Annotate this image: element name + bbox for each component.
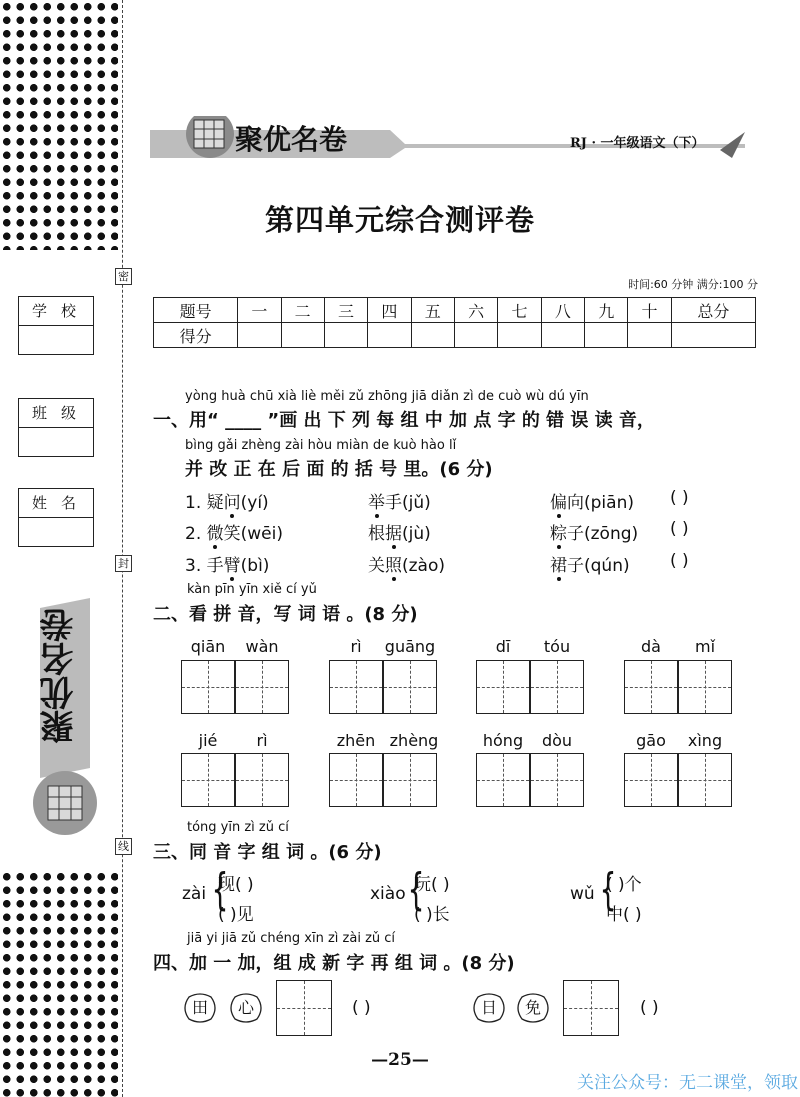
- score-blank[interactable]: [498, 323, 541, 348]
- side-brand-text: 聚优名卷: [40, 608, 80, 744]
- q1-dotted-char: 臂: [224, 551, 241, 576]
- q4-line: 四、加 一 加，组 成 新 字 再 组 词 。(8 分): [153, 953, 515, 974]
- q2-line: 二、看 拼 音，写 词 语 。(8 分): [153, 604, 418, 625]
- q2-pinyin-label: tóu: [543, 637, 571, 656]
- q1-dotted-char: 照: [385, 551, 402, 576]
- q2-pinyin-label: dà: [641, 637, 661, 656]
- q2-writing-box[interactable]: [476, 753, 530, 807]
- score-blank[interactable]: [585, 323, 628, 348]
- q1-dotted-char: 偏: [550, 488, 567, 513]
- q1-char: 子: [567, 556, 584, 576]
- q1-pinyin: (zào): [402, 556, 446, 576]
- q4-part-text: 免: [524, 998, 541, 1017]
- class-blank[interactable]: [19, 428, 93, 456]
- score-table-header-row: [154, 298, 756, 323]
- name-field: [18, 488, 94, 547]
- q1-char: 笑: [223, 524, 241, 544]
- q1-pinyin: (jù): [402, 524, 431, 544]
- q4-answer-2[interactable]: ( ): [640, 998, 659, 1018]
- q1-dotted-char: 粽: [550, 519, 567, 544]
- score-blank[interactable]: [238, 323, 281, 348]
- q2-pinyin-label: hóng: [482, 731, 524, 750]
- q2-pinyin-label: wàn: [245, 637, 279, 656]
- q1-char: 手: [206, 556, 224, 576]
- q2-writing-box[interactable]: [624, 753, 678, 807]
- score-cell: 七: [498, 298, 541, 323]
- watermark: 关注公众号：无二课堂，领取: [577, 1073, 798, 1093]
- q1-row-1-a: [185, 488, 269, 513]
- q1-row-1-c: [550, 488, 634, 513]
- q2-pinyin-label: rì: [350, 637, 362, 656]
- school-field: [18, 296, 94, 355]
- q2-pinyin-label: zhēn: [336, 731, 376, 750]
- score-blank[interactable]: [281, 323, 324, 348]
- name-label: 姓名: [19, 489, 93, 518]
- q1-answer-3[interactable]: ( ): [670, 551, 689, 571]
- header-banner: [150, 116, 745, 158]
- q1-pinyin: (wēi): [240, 524, 283, 544]
- seal-mark-mi: 密: [115, 268, 132, 285]
- seal-mark-xian: 线: [115, 838, 132, 855]
- score-blank[interactable]: [671, 323, 755, 348]
- q1-char: 手: [385, 493, 402, 513]
- q1-char: 疑: [206, 493, 224, 513]
- q1-char: 向: [567, 493, 584, 513]
- q2-pinyin-label: mǐ: [694, 637, 716, 656]
- header-brand: 聚优名卷: [235, 123, 348, 156]
- q4-writing-box[interactable]: [563, 980, 619, 1036]
- brace-icon: {: [599, 864, 617, 915]
- q2-pinyin-label: xìng: [687, 731, 723, 750]
- q2-writing-box[interactable]: [530, 660, 584, 714]
- q2-writing-box[interactable]: [235, 753, 289, 807]
- q3-pinyin: tóng yīn zì zǔ cí: [187, 820, 289, 835]
- q3-group-1-bottom[interactable]: ( )见: [218, 905, 254, 925]
- q1-row-3-b: [368, 551, 445, 576]
- q1-number: 1.: [185, 493, 202, 513]
- q2-writing-box[interactable]: [530, 753, 584, 807]
- school-blank[interactable]: [19, 326, 93, 354]
- q3-group-2-top[interactable]: 玩( ): [414, 875, 450, 895]
- q2-pinyin-label: qiān: [190, 637, 226, 656]
- score-blank[interactable]: [324, 323, 367, 348]
- q1-line-2: 并 改 正 在 后 面 的 括 号 里。(6 分): [185, 459, 493, 480]
- q4-part-tian: [183, 993, 217, 1023]
- q2-pinyin-label: zhèng: [389, 731, 439, 750]
- q1-char: 关: [368, 556, 385, 576]
- q2-pinyin: kàn pīn yīn xiě cí yǔ: [187, 582, 317, 597]
- q3-group-2-bottom[interactable]: ( )长: [414, 905, 450, 925]
- q2-writing-box[interactable]: [329, 660, 383, 714]
- score-blank[interactable]: [541, 323, 584, 348]
- q1-row-2-b: [368, 519, 431, 544]
- score-cell: 总分: [671, 298, 755, 323]
- score-cell: 九: [585, 298, 628, 323]
- q4-part-xin: [229, 993, 263, 1023]
- score-blank[interactable]: [454, 323, 497, 348]
- q1-number: 3.: [185, 556, 202, 576]
- q2-pinyin-label: jié: [198, 731, 218, 750]
- name-blank[interactable]: [19, 518, 93, 546]
- q1-dotted-char: 问: [224, 488, 241, 513]
- time-info: 时间:60 分钟 满分:100 分: [628, 278, 758, 291]
- q2-writing-box[interactable]: [383, 660, 437, 714]
- class-field: [18, 398, 94, 457]
- q1-number: 2.: [185, 524, 202, 544]
- q1-row-2-a: [185, 519, 283, 544]
- q2-writing-box[interactable]: [383, 753, 437, 807]
- score-cell: 十: [628, 298, 671, 323]
- q2-pinyin-label: guāng: [384, 637, 436, 656]
- q1-pinyin: (bì): [240, 556, 270, 576]
- q1-dotted-char: 微: [207, 519, 224, 544]
- q1-row-2-c: [550, 519, 638, 544]
- q2-writing-box[interactable]: [678, 753, 732, 807]
- score-blank[interactable]: [628, 323, 671, 348]
- school-label: 学校: [19, 297, 93, 326]
- q4-pinyin: jiā yi jiā zǔ chéng xīn zì zài zǔ cí: [187, 931, 396, 946]
- brace-icon: {: [211, 864, 229, 915]
- q3-line: 三、同 音 字 组 词 。(6 分): [153, 842, 382, 863]
- q1-pinyin-1: yòng huà chū xià liè měi zǔ zhōng jiā diǎn zì de cuò wù dú yīn: [185, 389, 589, 404]
- q2-pinyin-label: dī: [495, 637, 511, 656]
- q1-dotted-char: 据: [385, 519, 402, 544]
- q2-pinyin-label: dòu: [541, 731, 573, 750]
- q1-dotted-char: 举: [368, 488, 385, 513]
- header-book: RJ · 一年级语文（下）: [570, 136, 705, 151]
- score-cell: 六: [454, 298, 497, 323]
- q1-answer-2[interactable]: ( ): [670, 519, 689, 539]
- score-table: [153, 297, 756, 348]
- score-table-score-row: [154, 323, 756, 348]
- q1-row-1-b: [368, 488, 431, 513]
- q1-row-3-a: [185, 551, 269, 576]
- q2-pinyin-label: rì: [256, 731, 268, 750]
- score-cell: 四: [368, 298, 411, 323]
- score-cell: 八: [541, 298, 584, 323]
- score-cell: 一: [238, 298, 281, 323]
- q2-writing-box[interactable]: [476, 660, 530, 714]
- score-blank[interactable]: [368, 323, 411, 348]
- q4-writing-box[interactable]: [276, 980, 332, 1036]
- q2-writing-box[interactable]: [678, 660, 732, 714]
- q1-char: 子: [567, 524, 584, 544]
- q2-writing-box[interactable]: [329, 753, 383, 807]
- q3-group-3-top[interactable]: ( )个: [606, 875, 642, 895]
- q3-group-3-pinyin: wǔ: [570, 884, 595, 904]
- q4-answer-1[interactable]: ( ): [352, 998, 371, 1018]
- q1-row-3-c: [550, 551, 630, 576]
- q1-line-1: 一、用“ ____ ”画 出 下 列 每 组 中 加 点 字 的 错 误 读 音，: [153, 410, 655, 431]
- q3-group-1-pinyin: zài: [182, 884, 207, 904]
- q4-part-text: 日: [480, 998, 497, 1017]
- score-cell: 三: [324, 298, 367, 323]
- q1-char: 根: [368, 524, 385, 544]
- q1-answer-1[interactable]: ( ): [670, 488, 689, 508]
- score-cell: 二: [281, 298, 324, 323]
- q4-part-text: 田: [191, 998, 208, 1017]
- q2-writing-box[interactable]: [624, 660, 678, 714]
- q3-group-2-pinyin: xiào: [370, 884, 406, 904]
- seal-mark-feng: 封: [115, 555, 132, 572]
- q3-group-3-bottom[interactable]: 中( ): [606, 905, 642, 925]
- q1-pinyin: (jǔ): [402, 493, 431, 513]
- q4-part-mian: [516, 993, 550, 1023]
- q4-part-ri: [472, 993, 506, 1023]
- q3-group-1-top[interactable]: 现( ): [218, 875, 254, 895]
- binding-line: [122, 0, 123, 1097]
- score-cell: 五: [411, 298, 454, 323]
- q1-pinyin: (piān): [584, 493, 634, 513]
- q2-writing-box[interactable]: [181, 660, 235, 714]
- score-blank[interactable]: [411, 323, 454, 348]
- brace-icon: {: [407, 864, 425, 915]
- q1-dotted-char: 裙: [550, 551, 567, 576]
- q1-pinyin: (qún): [584, 556, 630, 576]
- q2-pinyin-label: gāo: [636, 731, 666, 750]
- q2-writing-box[interactable]: [235, 660, 289, 714]
- q1-pinyin-2: bìng gǎi zhèng zài hòu miàn de kuò hào lǐ: [185, 438, 457, 453]
- page-title: 第四单元综合测评卷: [264, 203, 535, 237]
- page-number: —25—: [371, 1050, 429, 1070]
- q4-part-text: 心: [237, 998, 254, 1017]
- side-brand-logo: [30, 598, 100, 848]
- class-label: 班级: [19, 399, 93, 428]
- score-cell: 题号: [154, 298, 238, 323]
- score-row-label: 得分: [154, 323, 238, 348]
- q1-pinyin: (zōng): [584, 524, 639, 544]
- q2-writing-box[interactable]: [181, 753, 235, 807]
- q1-pinyin: (yí): [240, 493, 269, 513]
